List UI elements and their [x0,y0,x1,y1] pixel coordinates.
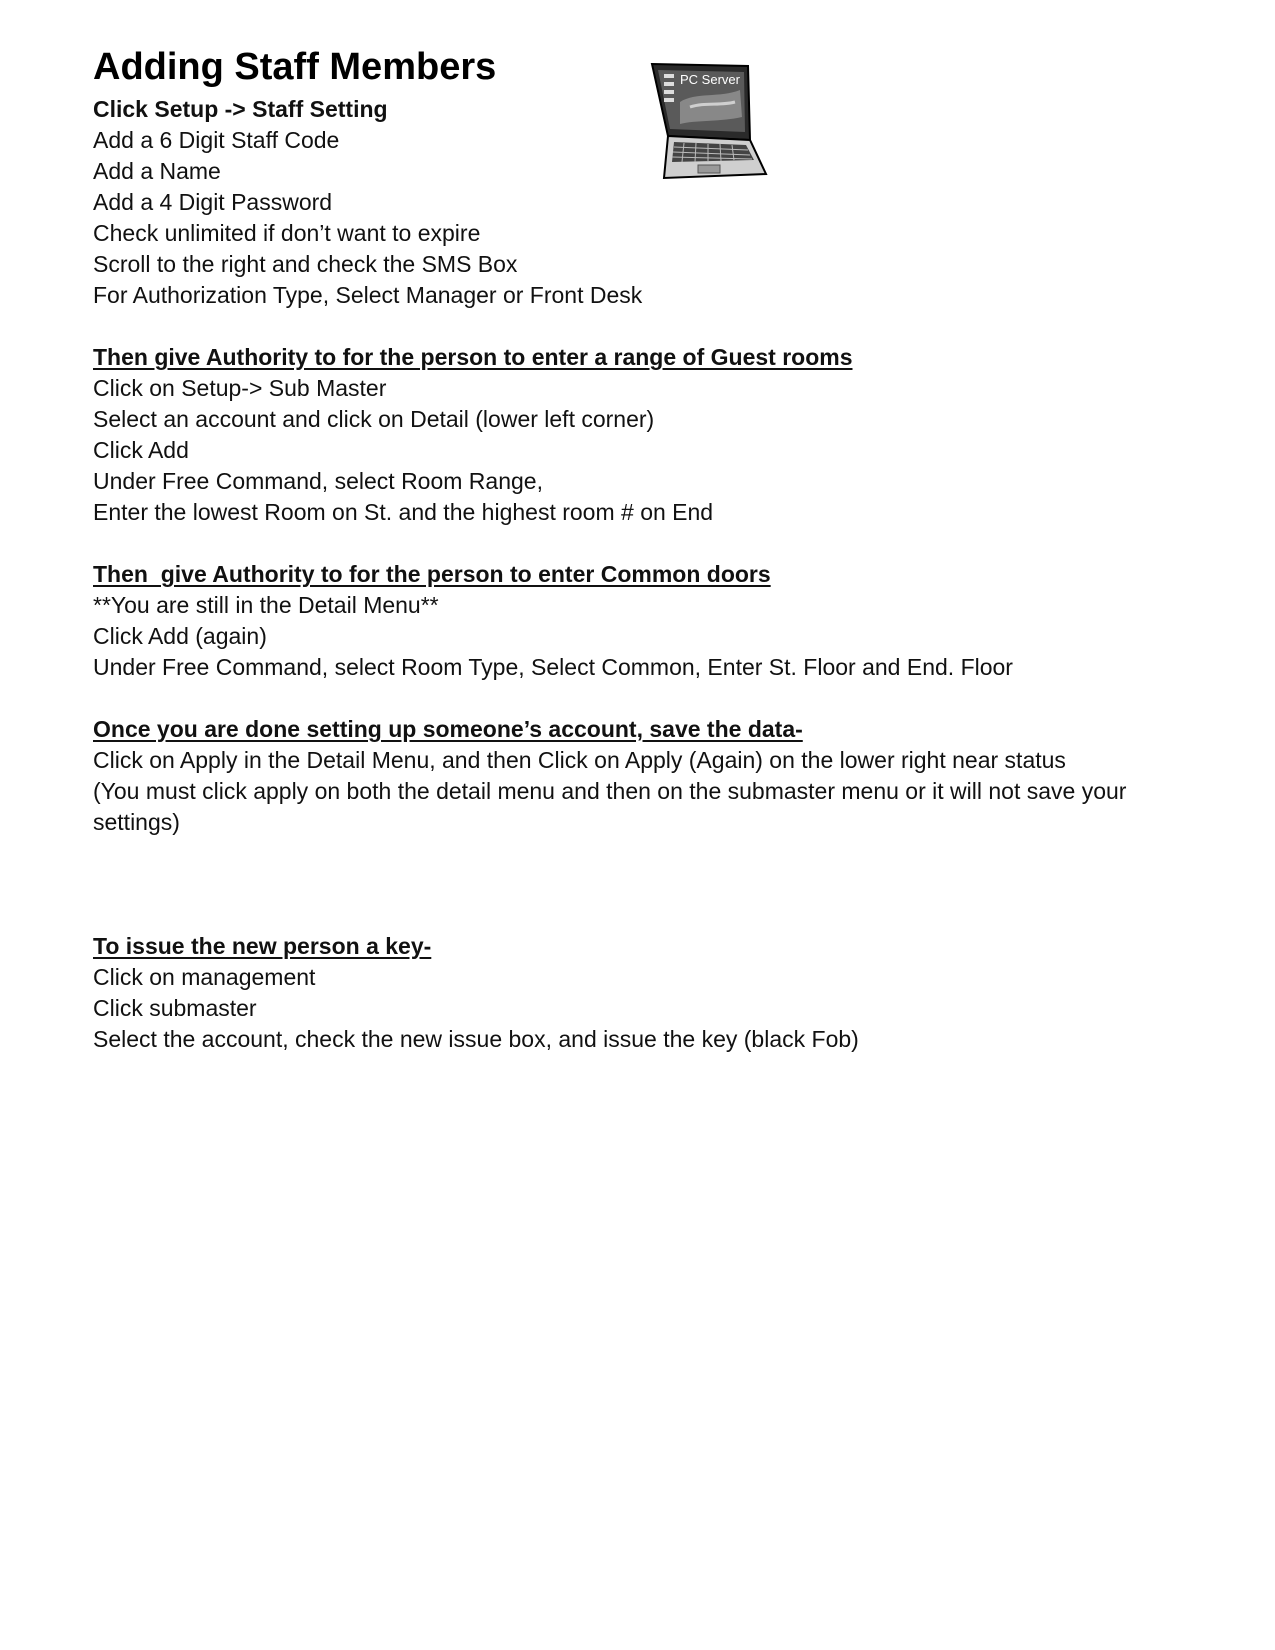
step-line: Select an account and click on Detail (lower left corner) [93,406,655,432]
step-line: Check unlimited if don’t want to expire [93,220,481,246]
spacer [93,311,1203,342]
section-heading-save: Once you are done setting up someone’s account, save the data- [93,716,803,742]
step-line: Click on Setup-> Sub Master [93,375,387,401]
step-line: Enter the lowest Room on St. and the highest room # on End [93,499,714,525]
spacer [93,838,1203,931]
step-line: Click on Apply in the Detail Menu, and then Click on Apply (Again) on the lower right near status [93,747,1066,773]
page-title: Adding Staff Members [93,46,497,88]
step-line: Under Free Command, select Room Range, [93,468,543,494]
step-line: Add a 6 Digit Staff Code [93,127,340,153]
step-line: Click Add (again) [93,623,267,649]
step-line: Click Add [93,437,189,463]
section-heading-common-doors: Then give Authority to for the person to enter Common doors [93,561,771,587]
step-line: Add a Name [93,158,221,184]
step-line: Select the account, check the new issue box, and issue the key (black Fob) [93,1026,859,1052]
step-line: Scroll to the right and check the SMS Box [93,251,518,277]
step-line: (You must click apply on both the detail menu and then on the submaster menu or it will not save your settings) [93,778,1127,835]
step-line: **You are still in the Detail Menu** [93,592,439,618]
document-page [93,44,1203,1055]
step-line: Click submaster [93,995,257,1021]
spacer [93,528,1203,559]
laptop-screen-label: PC Server [680,72,740,87]
section-heading-guest-rooms: Then give Authority to for the person to enter a range of Guest rooms [93,344,853,370]
step-line: Add a 4 Digit Password [93,189,333,215]
spacer [93,683,1203,714]
step-line: For Authorization Type, Select Manager or Front Desk [93,282,643,308]
intro-heading: Click Setup -> Staff Setting [93,96,388,122]
section-heading-issue-key: To issue the new person a key- [93,933,432,959]
step-line: Click on management [93,964,316,990]
step-line: Under Free Command, select Room Type, Select Common, Enter St. Floor and End. Floor [93,654,1013,680]
